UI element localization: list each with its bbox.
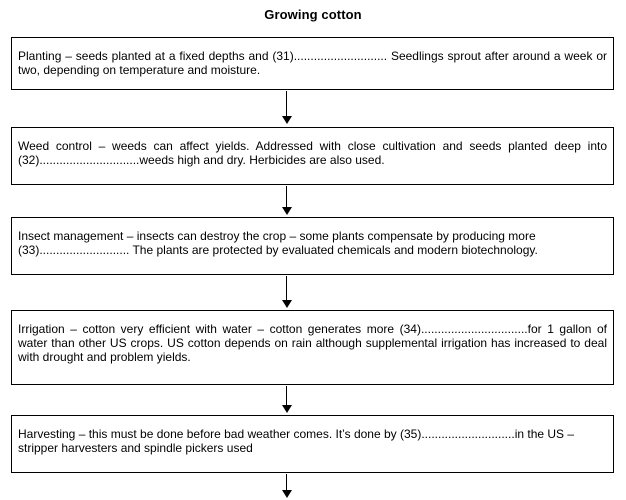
flow-down-arrow-5 bbox=[281, 474, 292, 498]
flow-step-weed-control bbox=[11, 127, 614, 185]
arrow-stem bbox=[286, 276, 288, 300]
flow-step-harvesting bbox=[11, 415, 614, 473]
flow-step-planting bbox=[11, 37, 614, 90]
flow-down-arrow-3 bbox=[281, 276, 292, 308]
arrow-stem bbox=[286, 474, 288, 490]
flow-step-insect-management-text: Insect management – insects can destroy the crop – some plants compensate by producing more (33)........................... The plants are protected by evaluated chemicals and modern biotechnology. bbox=[18, 229, 538, 257]
arrow-head-down-icon bbox=[282, 300, 292, 308]
flow-step-irrigation-text: Irrigation – cotton very efficient with water – cotton generates more (34)................................for 1 gallon of water than other US crops. US cotton depends on rain although supplemental irrigation has increased to deal with drought and problem yields. bbox=[18, 322, 607, 364]
arrow-stem bbox=[286, 386, 288, 405]
arrow-stem bbox=[286, 91, 288, 116]
flow-down-arrow-1 bbox=[281, 91, 292, 124]
flow-step-weed-control-text: Weed control – weeds can affect yields. Addressed with close cultivation and seeds planted deep into (32)..............................weeds high and dry. Herbicides are also used. bbox=[18, 139, 607, 167]
arrow-head-down-icon bbox=[282, 490, 292, 498]
arrow-stem bbox=[286, 186, 288, 207]
flow-step-insect-management bbox=[11, 217, 614, 275]
arrow-head-down-icon bbox=[282, 405, 292, 413]
flow-step-irrigation bbox=[11, 310, 614, 385]
arrow-head-down-icon bbox=[282, 116, 292, 124]
arrow-head-down-icon bbox=[282, 207, 292, 215]
flow-step-harvesting-text: Harvesting – this must be done before bad weather comes. It’s done by (35)............................in the US – stripper harvesters and spindle pickers used bbox=[18, 427, 575, 455]
flow-step-planting-text: Planting – seeds planted at a fixed depths and (31)............................ Seedlings sprout after around a week or two, depending on temperature and moisture. bbox=[18, 49, 607, 77]
flow-down-arrow-4 bbox=[281, 386, 292, 413]
flowchart-title: Growing cotton bbox=[264, 7, 362, 22]
flow-down-arrow-2 bbox=[281, 186, 292, 215]
